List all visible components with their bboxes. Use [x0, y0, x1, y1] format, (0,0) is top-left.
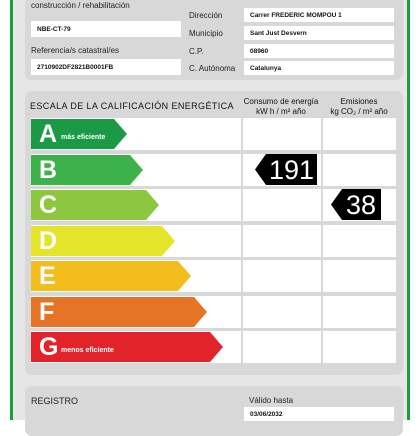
consumption-marker: [255, 154, 317, 185]
energy-class-letter: E: [39, 262, 56, 290]
energy-class-sublabel: menos eficiente: [61, 347, 114, 354]
emissions-header-unit: kg CO₂ / m² año: [330, 107, 388, 116]
energy-class-letter: F: [39, 298, 55, 326]
building-field-value: Carrer FREDERIC MOMPOU 1: [244, 8, 394, 22]
energy-class-letter: A: [39, 120, 58, 148]
energy-class-letter: B: [39, 156, 58, 184]
registry-label: REGISTRO: [31, 396, 79, 406]
emissions-header-label: Emisiones: [340, 97, 378, 106]
emissions-cell: [323, 118, 396, 150]
building-field-label: C. Autónoma: [189, 64, 236, 73]
emissions-cell: [323, 296, 396, 328]
emissions-column-header: [319, 97, 399, 117]
energy-class-arrow-d: [31, 226, 175, 256]
consumption-cell: [243, 225, 321, 257]
consumption-cell: [243, 296, 321, 328]
emissions-cell: [323, 225, 396, 257]
energy-class-letter: G: [39, 333, 59, 361]
energy-class-arrow-a: [31, 119, 127, 149]
energy-class-arrow-f: [31, 297, 207, 327]
cadastral-label: Referencia/s catastral/es: [31, 46, 120, 55]
norm-field: NBE-CT-79: [31, 21, 181, 37]
building-field-label: C.P.: [189, 47, 204, 56]
construction-label: construcción / rehabilitación: [31, 1, 130, 10]
building-field-value: 08960: [244, 44, 394, 58]
consumption-header-unit: kW h / m² año: [256, 107, 306, 116]
consumption-column-header: [241, 97, 321, 117]
emissions-marker: [331, 189, 381, 220]
energy-class-sublabel: más eficiente: [61, 134, 106, 141]
consumption-cell: [243, 260, 321, 292]
cadastral-field: 2710902DF2821B0001FB: [31, 59, 181, 75]
energy-class-letter: C: [39, 191, 58, 219]
energy-class-letter: D: [39, 227, 58, 255]
emissions-cell: [323, 154, 396, 186]
valid-until-field: 03/06/2032: [244, 407, 394, 421]
energy-class-arrow-shape: [31, 297, 207, 327]
emissions-cell: [323, 260, 396, 292]
building-field-label: Dirección: [189, 11, 223, 20]
energy-class-arrow-e: [31, 261, 191, 291]
energy-class-arrow-shape: [31, 332, 223, 362]
consumption-value: 191: [269, 155, 315, 185]
energy-class-arrow-g: [31, 332, 223, 362]
consumption-header-label: Consumo de energía: [243, 97, 319, 106]
certificate-frame: [10, 0, 410, 420]
building-field-value: Catalunya: [244, 61, 394, 75]
emissions-value: 38: [345, 190, 377, 220]
valid-until-label: Válido hasta: [249, 396, 294, 405]
building-field-value: Sant Just Desvern: [244, 26, 394, 40]
emissions-cell: [323, 331, 396, 363]
building-field-label: Municipio: [189, 29, 223, 38]
energy-class-arrow-b: [31, 155, 143, 185]
consumption-cell: [243, 118, 321, 150]
scale-title: ESCALA DE LA CALIFICACIÓN ENERGÉTICA: [30, 101, 234, 111]
energy-class-arrow-c: [31, 190, 159, 220]
consumption-cell: [243, 331, 321, 363]
consumption-cell: [243, 189, 321, 221]
